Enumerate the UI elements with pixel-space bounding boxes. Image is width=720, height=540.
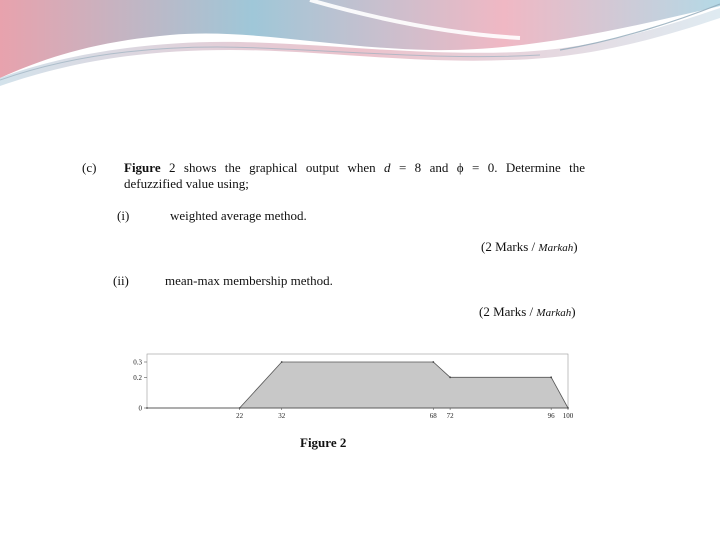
x-tick-label: 22 [236, 412, 244, 420]
stem-eq1: = 8 and [398, 160, 449, 175]
x-tick-label: 100 [562, 412, 574, 420]
phi-symbol: ϕ [456, 160, 464, 175]
stem-eq2: = 0. Determine the [472, 160, 586, 175]
membership-area [147, 362, 568, 408]
item-ii-number: (ii) [113, 273, 129, 288]
item-i-number: (i) [117, 208, 130, 223]
figure-ref: Figure [124, 160, 161, 175]
marks-markah: Markah [538, 242, 574, 254]
marks-i [481, 239, 578, 256]
y-tick-label: 0 [138, 404, 142, 413]
question-stem-line2: defuzzified value using; [124, 176, 249, 191]
decorative-header-swoosh [0, 0, 720, 90]
data-point [550, 376, 552, 378]
x-tick-label: 32 [278, 412, 286, 420]
question-stem-line1 [124, 160, 585, 176]
marks-close: ) [573, 239, 578, 254]
item-ii-text: mean-max membership method. [165, 273, 333, 288]
x-tick-label: 72 [446, 412, 454, 420]
marks-markah: Markah [536, 307, 572, 319]
data-point [432, 361, 434, 363]
data-point [449, 376, 451, 378]
marks-open: (2 Marks / [481, 239, 536, 254]
marks-open: (2 Marks / [479, 304, 534, 319]
figure-caption: Figure 2 [300, 435, 347, 450]
data-point [281, 361, 283, 363]
x-tick-label: 68 [429, 412, 437, 420]
y-tick-label: 0.3 [133, 358, 142, 367]
d-symbol: d [384, 160, 391, 175]
part-label: (c) [82, 160, 97, 175]
item-i-text: weighted average method. [170, 208, 307, 223]
marks-ii [479, 304, 576, 321]
marks-close: ) [571, 304, 576, 319]
membership-function-chart [110, 350, 590, 430]
y-tick-label: 0.2 [133, 373, 142, 382]
stem-text-a: 2 shows the graphical output when [169, 160, 376, 175]
x-tick-label: 96 [547, 412, 555, 420]
